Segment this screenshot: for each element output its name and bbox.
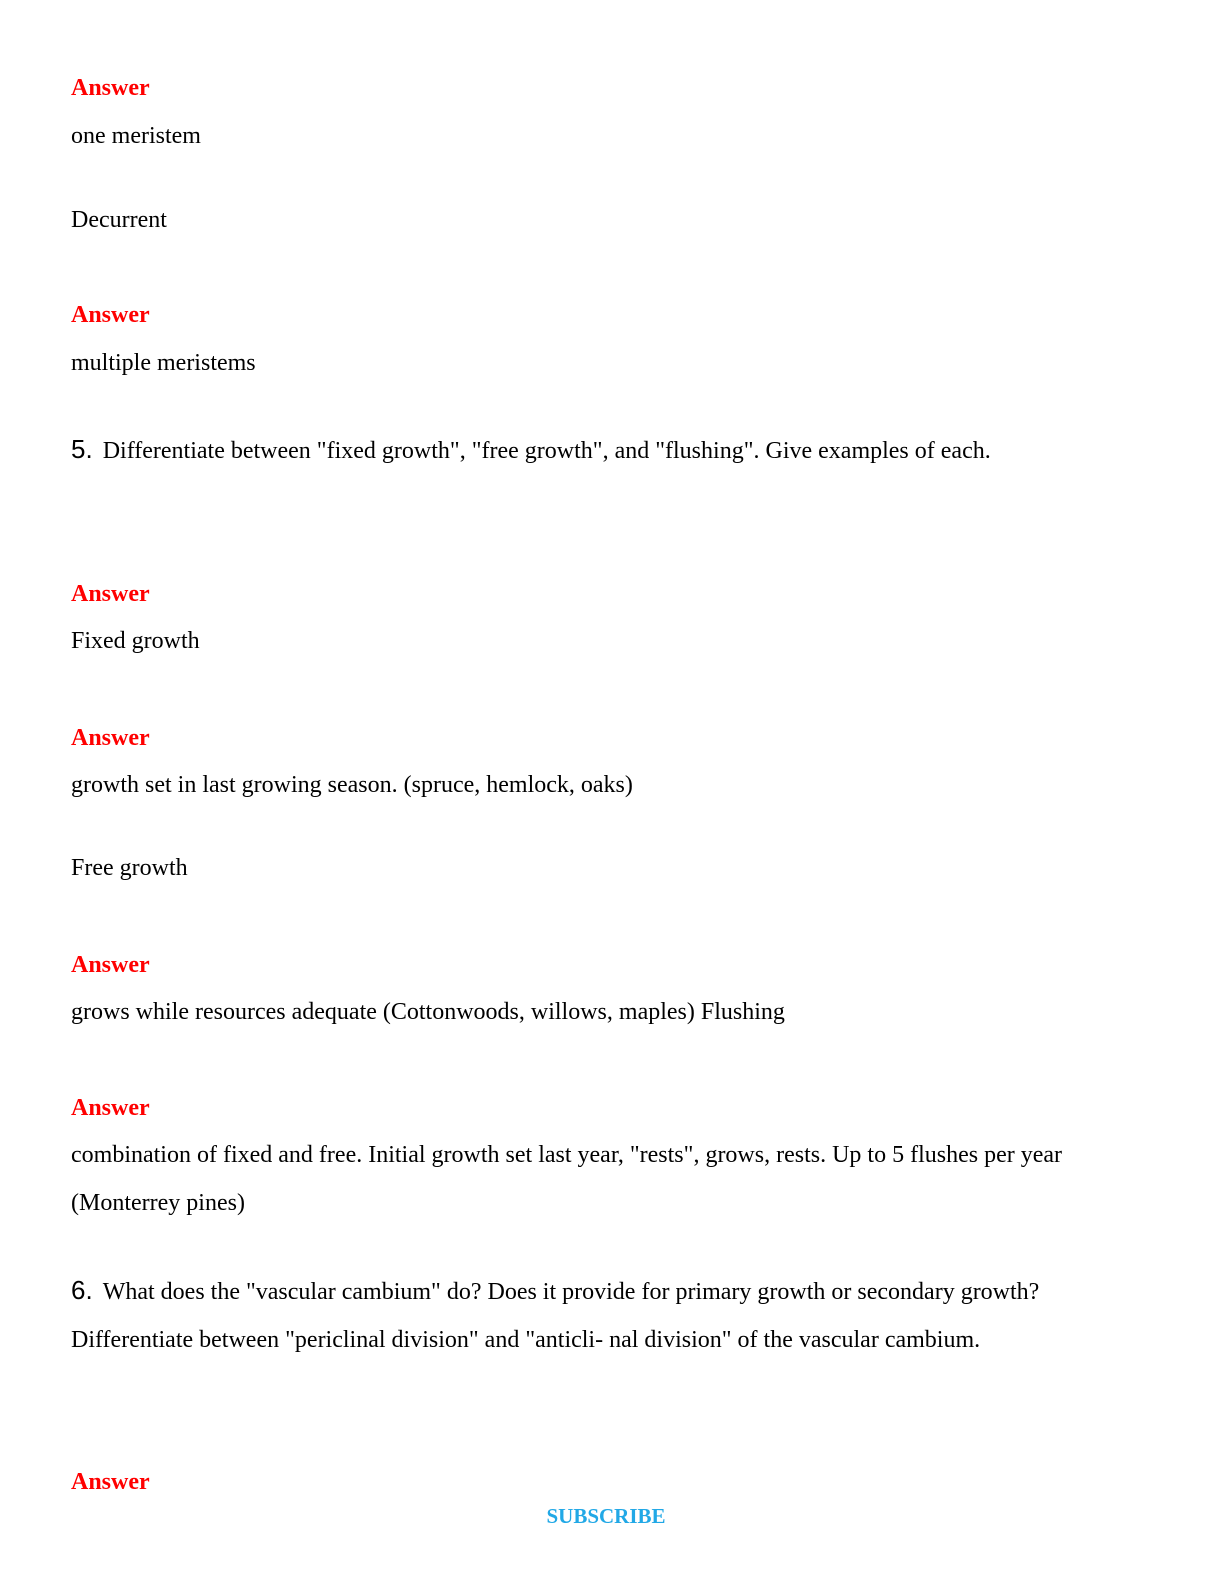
question-5 (71, 426, 1131, 476)
answer-heading: Answer (71, 1469, 150, 1495)
question-text: What does the "vascular cambium" do? Does it provide for primary growth or secondary growth? Differentiate between "periclinal division" and "anticli- nal division" of the vascular cambium. (71, 1279, 1040, 1353)
answer-heading: Answer (71, 725, 150, 751)
answer-heading: Answer (71, 952, 150, 978)
answer-text: growth set in last growing season. (spruce, hemlock, oaks) (71, 772, 633, 798)
question-6 (71, 1267, 1131, 1364)
question-number: 5. (71, 434, 93, 464)
term-text: Decurrent (71, 207, 167, 233)
answer-text: grows while resources adequate (Cottonwoods, willows, maples) Flushing (71, 999, 785, 1025)
answer-text: multiple meristems (71, 350, 256, 376)
answer-text: one meristem (71, 123, 201, 149)
answer-heading: Answer (71, 302, 150, 328)
subscribe-link[interactable]: SUBSCRIBE (546, 1504, 666, 1528)
question-number: 6. (71, 1275, 93, 1305)
answer-paragraph: combination of fixed and free. Initial growth set last year, "rests", grows, rests. Up to 5 flushes per year (Monterrey pines) (71, 1142, 1063, 1216)
answer-heading: Answer (71, 1095, 150, 1121)
term-text: Fixed growth (71, 628, 200, 654)
answer-heading: Answer (71, 75, 150, 101)
answer-heading: Answer (71, 581, 150, 607)
term-text: Free growth (71, 855, 188, 881)
question-text: Differentiate between "fixed growth", "free growth", and "flushing". Give examples of each. (102, 438, 991, 464)
